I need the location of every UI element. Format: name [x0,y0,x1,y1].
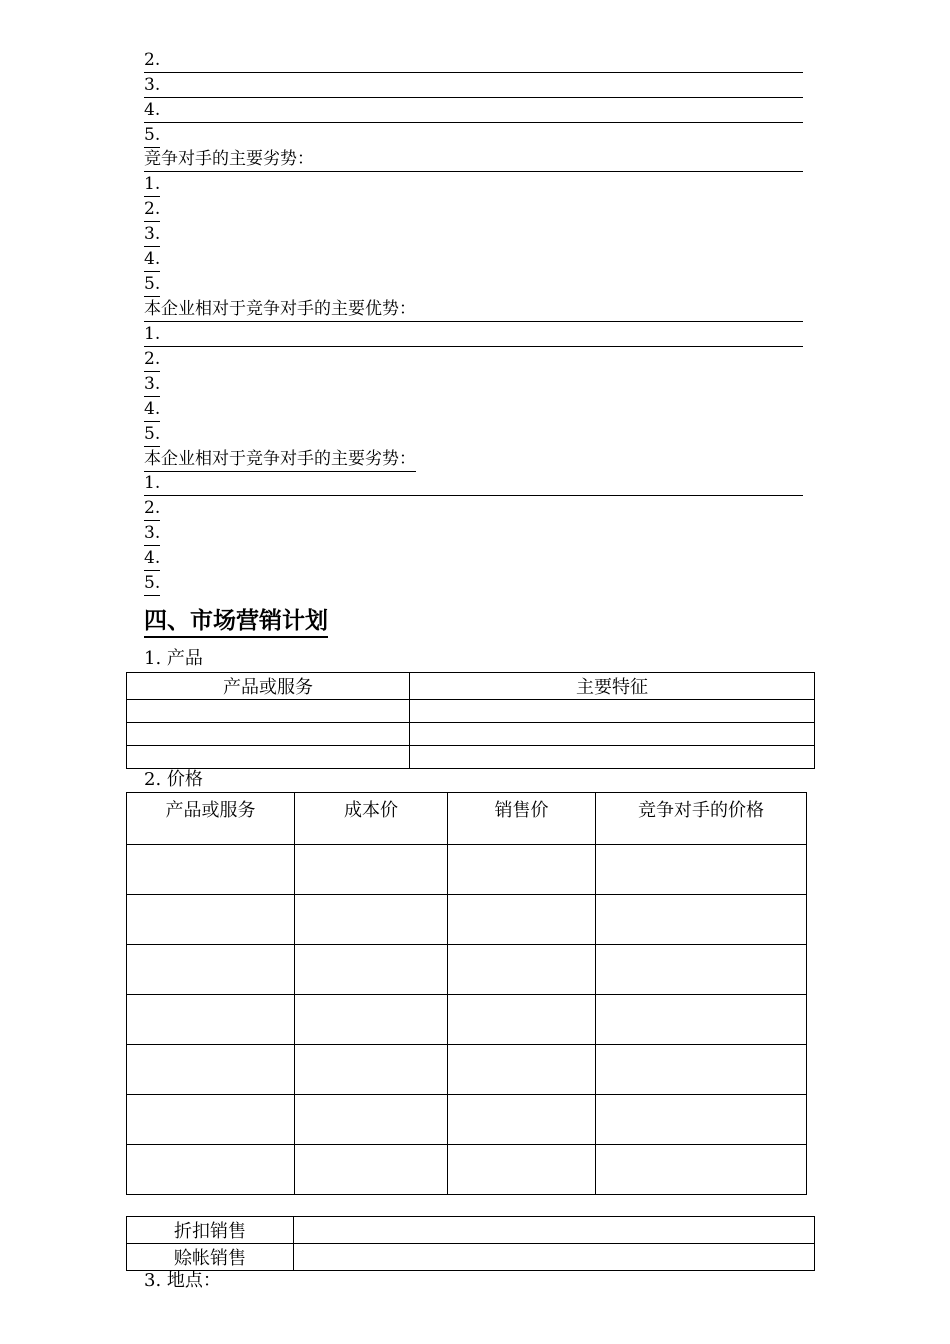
table-row [127,945,807,995]
price-label: 2. 价格 [144,769,203,790]
table-row [127,1145,807,1195]
table-cell [448,1145,596,1195]
table-cell [596,895,807,945]
table-cell [127,1095,295,1145]
table-cell [295,1045,448,1095]
table-cell [295,895,448,945]
table-row [127,1095,807,1145]
list-item: 1. [144,173,160,197]
table-row [127,1217,815,1244]
table-row [127,746,815,769]
table-cell [127,746,410,769]
table-row [127,845,807,895]
credit-sales-label: 赊帐销售 [127,1244,294,1271]
disadvantage-title: 本企业相对于竞争对手的主要劣势： [144,448,416,472]
table-cell [127,845,295,895]
list-item: 4. [144,248,160,272]
table-cell [448,1045,596,1095]
table-cell [448,1095,596,1145]
table-cell [294,1217,815,1244]
table-cell [127,945,295,995]
table-row [127,895,807,945]
list-item: 1. [144,323,803,347]
table-header: 销售价 [448,793,596,845]
table-cell [596,1145,807,1195]
list-item: 3. [144,74,803,98]
list-item: 3. [144,522,160,546]
list-item: 5. [144,273,160,297]
table-cell [596,845,807,895]
table-cell [448,895,596,945]
list-item: 1. [144,472,803,496]
table-cell [295,1145,448,1195]
product-table [126,672,815,769]
table-cell [410,700,815,723]
table-cell [294,1244,815,1271]
table-cell [596,995,807,1045]
location-label: 3. 地点： [144,1270,221,1291]
section-heading: 四、市场营销计划 [144,606,328,638]
table-cell [127,723,410,746]
weakness-title: 竞争对手的主要劣势： [144,148,803,172]
list-item: 4. [144,398,160,422]
table-row [127,995,807,1045]
table-cell [295,1095,448,1145]
price-table [126,792,807,1195]
discount-sales-label: 折扣销售 [127,1217,294,1244]
list-item: 5. [144,572,160,596]
table-row [127,700,815,723]
sales-terms-table [126,1216,815,1271]
table-cell [295,845,448,895]
list-item: 2. [144,49,803,73]
table-cell [127,995,295,1045]
table-header: 竞争对手的价格 [596,793,807,845]
table-cell [448,995,596,1045]
list-item: 5. [144,124,160,148]
list-item: 4. [144,547,160,571]
table-row [127,723,815,746]
advantage-title: 本企业相对于竞争对手的主要优势： [144,298,803,322]
table-cell [596,1045,807,1095]
table-cell [127,895,295,945]
table-cell [410,723,815,746]
table-row [127,1045,807,1095]
table-row [127,793,807,845]
table-cell [295,995,448,1045]
table-header: 产品或服务 [127,673,410,700]
table-cell [448,845,596,895]
table-cell [410,746,815,769]
table-cell [127,1145,295,1195]
list-item: 2. [144,497,160,521]
table-cell [295,945,448,995]
table-header: 产品或服务 [127,793,295,845]
list-item: 4. [144,99,803,123]
list-item: 2. [144,348,160,372]
list-item: 3. [144,223,160,247]
table-row [127,1244,815,1271]
table-cell [448,945,596,995]
table-header: 成本价 [295,793,448,845]
table-cell [596,945,807,995]
table-header: 主要特征 [410,673,815,700]
list-item: 3. [144,373,160,397]
list-item: 5. [144,423,160,447]
table-cell [596,1095,807,1145]
product-label: 1. 产品 [144,648,203,669]
table-row [127,673,815,700]
list-item: 2. [144,198,160,222]
table-cell [127,1045,295,1095]
table-cell [127,700,410,723]
